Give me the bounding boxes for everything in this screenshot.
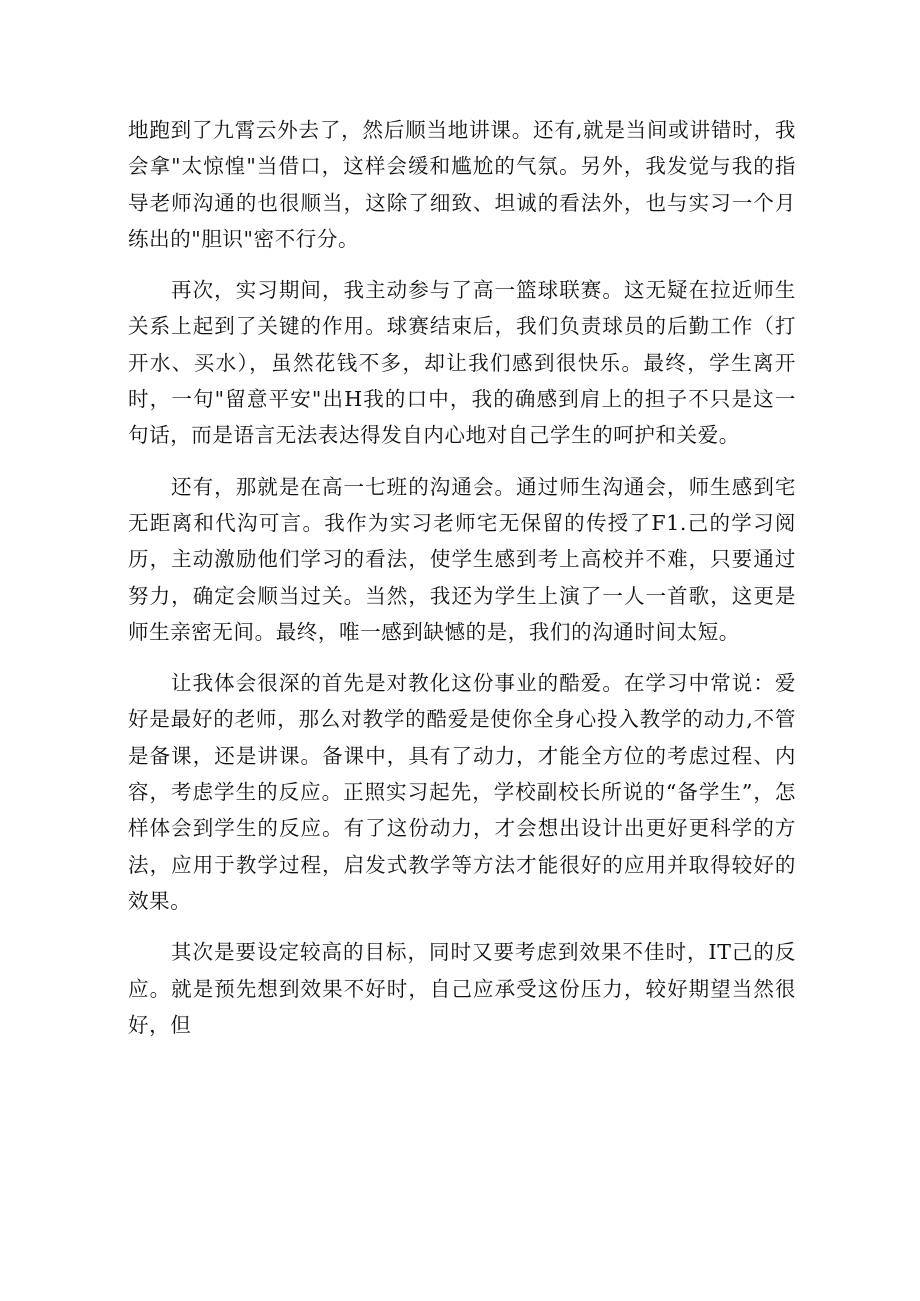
paragraph-4: 让我体会很深的首先是对教化这份事业的酷爱。在学习中常说：爱好是最好的老师，那么对教学的酷爱是使你全身心投入教学的动力,不管是备课，还是讲课。备课中，具有了动力，才能全方位的考虑过程、内容，考虑学生的反应。正照实习起先，学校副校长所说的“备学生”，怎样体会到学生的反应。有了这份动力，才会想出设计出更好更科学的方法，应用于教学过程，启发式教学等方法才能很好的应用并取得较好的效果。 <box>128 671 796 913</box>
paragraph-1: 地跑到了九霄云外去了，然后顺当地讲课。还有,就是当间或讲错时，我会拿"太惊惶"当借口，这样会缓和尴尬的气氛。另外，我发觉与我的指导老师沟通的也很顺当，这除了细致、坦诚的看法外，也与实习一个月练出的"胆识"密不行分。 <box>128 118 796 251</box>
document-body <box>128 112 796 1058</box>
paragraph-2: 再次，实习期间，我主动参与了高一篮球联赛。这无疑在拉近师生关系上起到了关键的作用。球赛结束后，我们负责球员的后勤工作（打开水、买水），虽然花钱不多，却让我们感到很快乐。最终，学生离开时，一句"留意平安"出H我的口中，我的确感到肩上的担子不只是这一句话，而是语言无法表达得发自内心地对自己学生的呵护和关爱。 <box>128 278 796 448</box>
paragraph-5: 其次是要设定较高的目标，同时又要考虑到效果不佳时，IT己的反应。就是预先想到效果不好时，自己应承受这份压力，较好期望当然很好，但 <box>128 940 796 1037</box>
paragraph-3: 还有，那就是在高一七班的沟通会。通过师生沟通会，师生感到宅无距离和代沟可言。我作为实习老师宅无保留的传授了F1.己的学习阅历，主动激励他们学习的看法，使学生感到考上高校并不难，只要通过努力，确定会顺当过关。当然，我还为学生上演了一人一首歌，这更是师生亲密无间。最终，唯一感到缺憾的是，我们的沟通时间太短。 <box>128 474 796 644</box>
